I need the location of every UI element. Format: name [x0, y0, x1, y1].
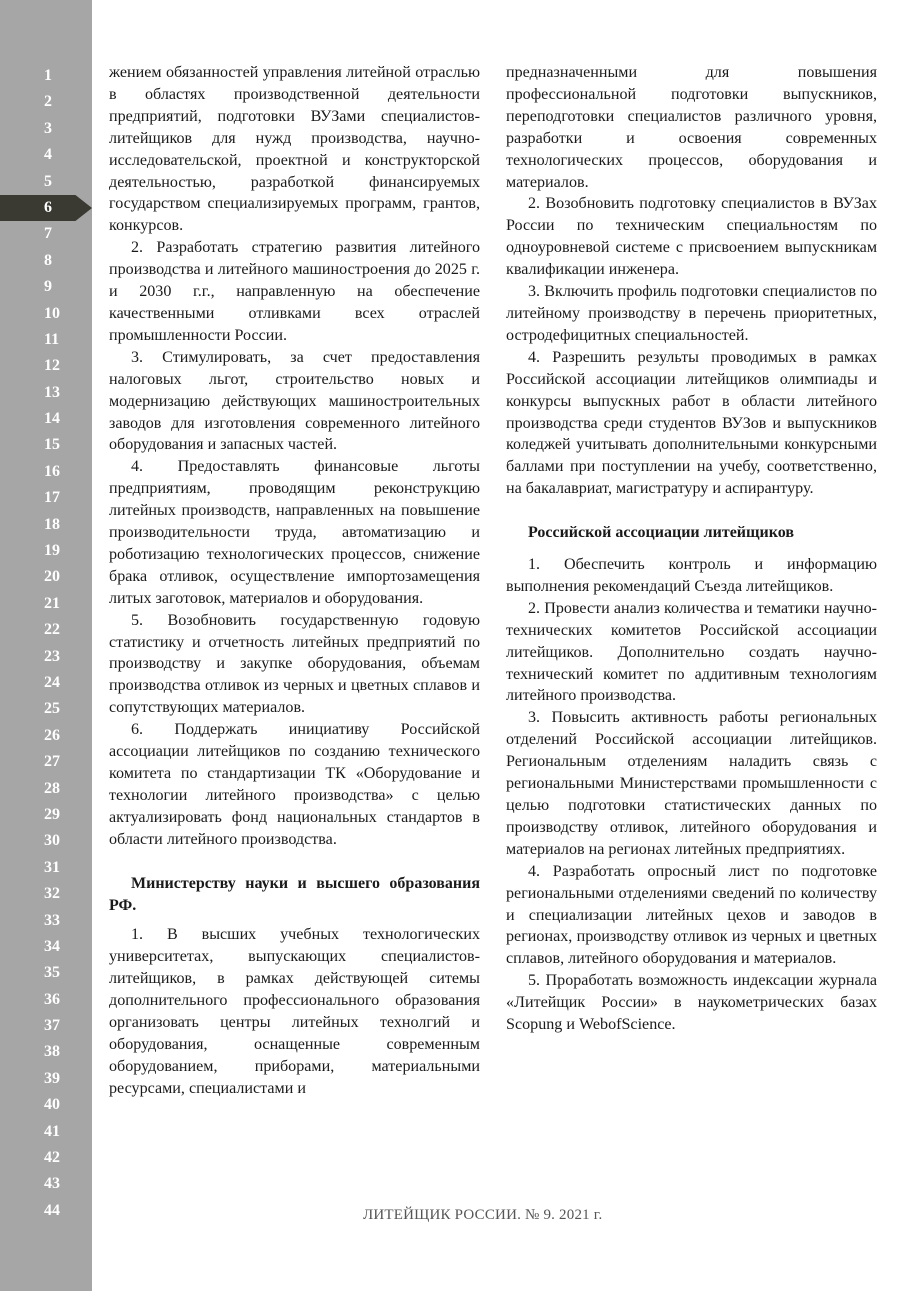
- line-number: 36: [44, 990, 60, 1008]
- line-number: 2: [44, 93, 52, 111]
- line-number: 42: [44, 1149, 60, 1167]
- line-number: 1: [44, 67, 52, 84]
- left-text-column: [109, 62, 480, 1100]
- paragraph: 6. Поддержать инициативу Российской ассоциации литейщиков по созданию технического комитета по стандартизации ТК «Оборудование и технологии литейного производства» с целью актуализировать фонд национальных стандартов в области литейного производства.: [109, 721, 480, 848]
- line-number: 22: [44, 621, 60, 639]
- line-number: 8: [44, 251, 52, 269]
- line-number: 17: [44, 489, 60, 507]
- line-number: 12: [44, 357, 60, 375]
- line-number: 19: [44, 542, 60, 560]
- line-number-list: [0, 63, 92, 1224]
- line-number: 6: [44, 198, 52, 216]
- section-heading: Российской ассоциации литейщиков: [528, 524, 794, 542]
- line-number: 15: [44, 436, 60, 454]
- line-number: 31: [44, 858, 60, 876]
- paragraph: 2. Провести анализ количества и тематики научно-технических комитетов Российской ассоциации литейщиков. Дополнительно создать научно-технический комитет по аддитивным технологиям литейного производства.: [506, 599, 877, 705]
- line-number: 39: [44, 1069, 60, 1087]
- line-number: 27: [44, 753, 60, 771]
- line-number: 34: [44, 937, 60, 955]
- line-number: 26: [44, 726, 60, 744]
- paragraph: 1. В высших учебных технологических университетах, выпускающих специалистов-литейщиков, в рамках действующей ситемы дополнительного профессионального образования организовать центры литейных технолгий и оборудования, оснащенные современным оборудованием, приборами, материальными ресурсами, специалистами и: [109, 926, 480, 1097]
- paragraph: 5. Проработать возможность индексации журнала «Литейщик России» в наукометрических базах Scopung и WebofScience.: [506, 972, 877, 1034]
- line-number: 18: [44, 515, 60, 533]
- line-number: 35: [44, 964, 60, 982]
- line-number: 5: [44, 172, 52, 190]
- paragraph: 2. Возобновить подготовку специалистов в ВУЗах России по техническим специальностям по одноуровневой системе с присвоением выпускникам квалификации инженера.: [506, 195, 877, 279]
- line-number: 32: [44, 885, 60, 903]
- line-number: 14: [44, 410, 60, 428]
- journal-footer: ЛИТЕЙЩИК РОССИИ. № 9. 2021 г.: [363, 1207, 603, 1223]
- paragraph: 4. Разрешить результы проводимых в рамках Российской ассоциации литейщиков олимпиады и конкурсы выпускных работ в области литейного производства среди студентов ВУЗов и выпускников коледжей учитывать дополнительными конкурсными баллами при поступлении на учебу, соответственно, на бакалавриат, магистратуру и аспирантуру.: [506, 348, 877, 498]
- line-number: 38: [44, 1043, 60, 1061]
- line-number: 24: [44, 673, 60, 691]
- paragraph: 1. Обеспечить контроль и информацию выполнения рекомендаций Съезда литейщиков.: [506, 556, 877, 595]
- line-number: 37: [44, 1017, 60, 1035]
- paragraph: 4. Разработать опросный лист по подготовке региональными отделениями сведений по количеству и специализации литейных цехов и заводов в регионах, производству отливок из черных и цветных сплавов, литейного оборудования и материалов.: [506, 862, 877, 968]
- line-number: 43: [44, 1175, 60, 1193]
- line-number: 41: [44, 1122, 60, 1140]
- line-number-sidebar: [0, 0, 92, 1291]
- line-number: 7: [44, 225, 52, 243]
- line-number: 40: [44, 1096, 60, 1114]
- right-text-column: [506, 62, 877, 1036]
- section-heading: Министерству науки и высшего образования РФ.: [109, 874, 480, 914]
- line-number: 29: [44, 805, 60, 823]
- line-number: 9: [44, 278, 52, 296]
- paragraph: 3. Стимулировать, за счет предоставления налоговых льгот, строительство новых и модернизацию действующих машиностроительных заводов для изготовления современного литейного оборудования и запасных частей.: [109, 348, 480, 454]
- line-number: 11: [44, 330, 60, 348]
- line-number: 20: [44, 568, 60, 586]
- paragraph: жением обязанностей управления литейной отраслью в областях производственной деятельности предприятий, подготовки ВУЗами специалистов-литейщиков для нужд производства, научно-исследовательской, проектной и конструкторской деятельностью, разработкой финансируемых государством специализируемых программ, грантов, конкурсов.: [109, 64, 480, 235]
- line-number: 21: [44, 594, 60, 612]
- line-number: 10: [44, 304, 60, 322]
- line-number: 23: [44, 647, 60, 665]
- paragraph: 3. Включить профиль подготовки специалистов по литейному производству в перечень приоритетных, остродефицитных специальностей.: [506, 283, 877, 344]
- line-number: 44: [44, 1201, 60, 1219]
- line-number: 33: [44, 911, 60, 929]
- line-number: 13: [44, 383, 60, 401]
- paragraph: предназначенными для повышения профессиональной подготовки выпускников, переподготовки специалистов различного уровня, разработки и освоения современных технологических процессов, оборудования и материалов.: [506, 64, 877, 191]
- line-number: 30: [44, 832, 60, 850]
- line-number: 28: [44, 779, 60, 797]
- paragraph: 4. Предоставлять финансовые льготы предприятиям, проводящим реконструкцию литейных производств, направленных на повышение производительности труда, автоматизацию и роботизацию технологических процессов, снижение брака отливок, осуществление импортозамещения литых заготовок, материалов и оборудования.: [109, 458, 480, 607]
- line-number: 3: [44, 119, 52, 137]
- line-number: 16: [44, 462, 60, 480]
- line-number: 25: [44, 700, 60, 718]
- paragraph: 5. Возобновить государственную годовую статистику и отчетность литейных предприятий по производству и закупке оборудования, объемам производства отливок из черных и цветных сплавов и сопутствующих материалов.: [109, 611, 480, 717]
- paragraph: 3. Повысить активность работы региональных отделений Российской ассоциации литейщиков. Региональным отделениям наладить связь с региональными Министерствами промышленности с целью подготовки статистических данных по производству отливок, литейного оборудования и материалов на регионах литейных предприятиях.: [506, 709, 877, 858]
- line-number: 4: [44, 146, 52, 164]
- paragraph: 2. Разработать стратегию развития литейного производства и литейного машиностроения до 2025 г. и 2030 г.г., направленную на обеспечение качественными отливками всех отраслей промышленности России.: [109, 239, 480, 344]
